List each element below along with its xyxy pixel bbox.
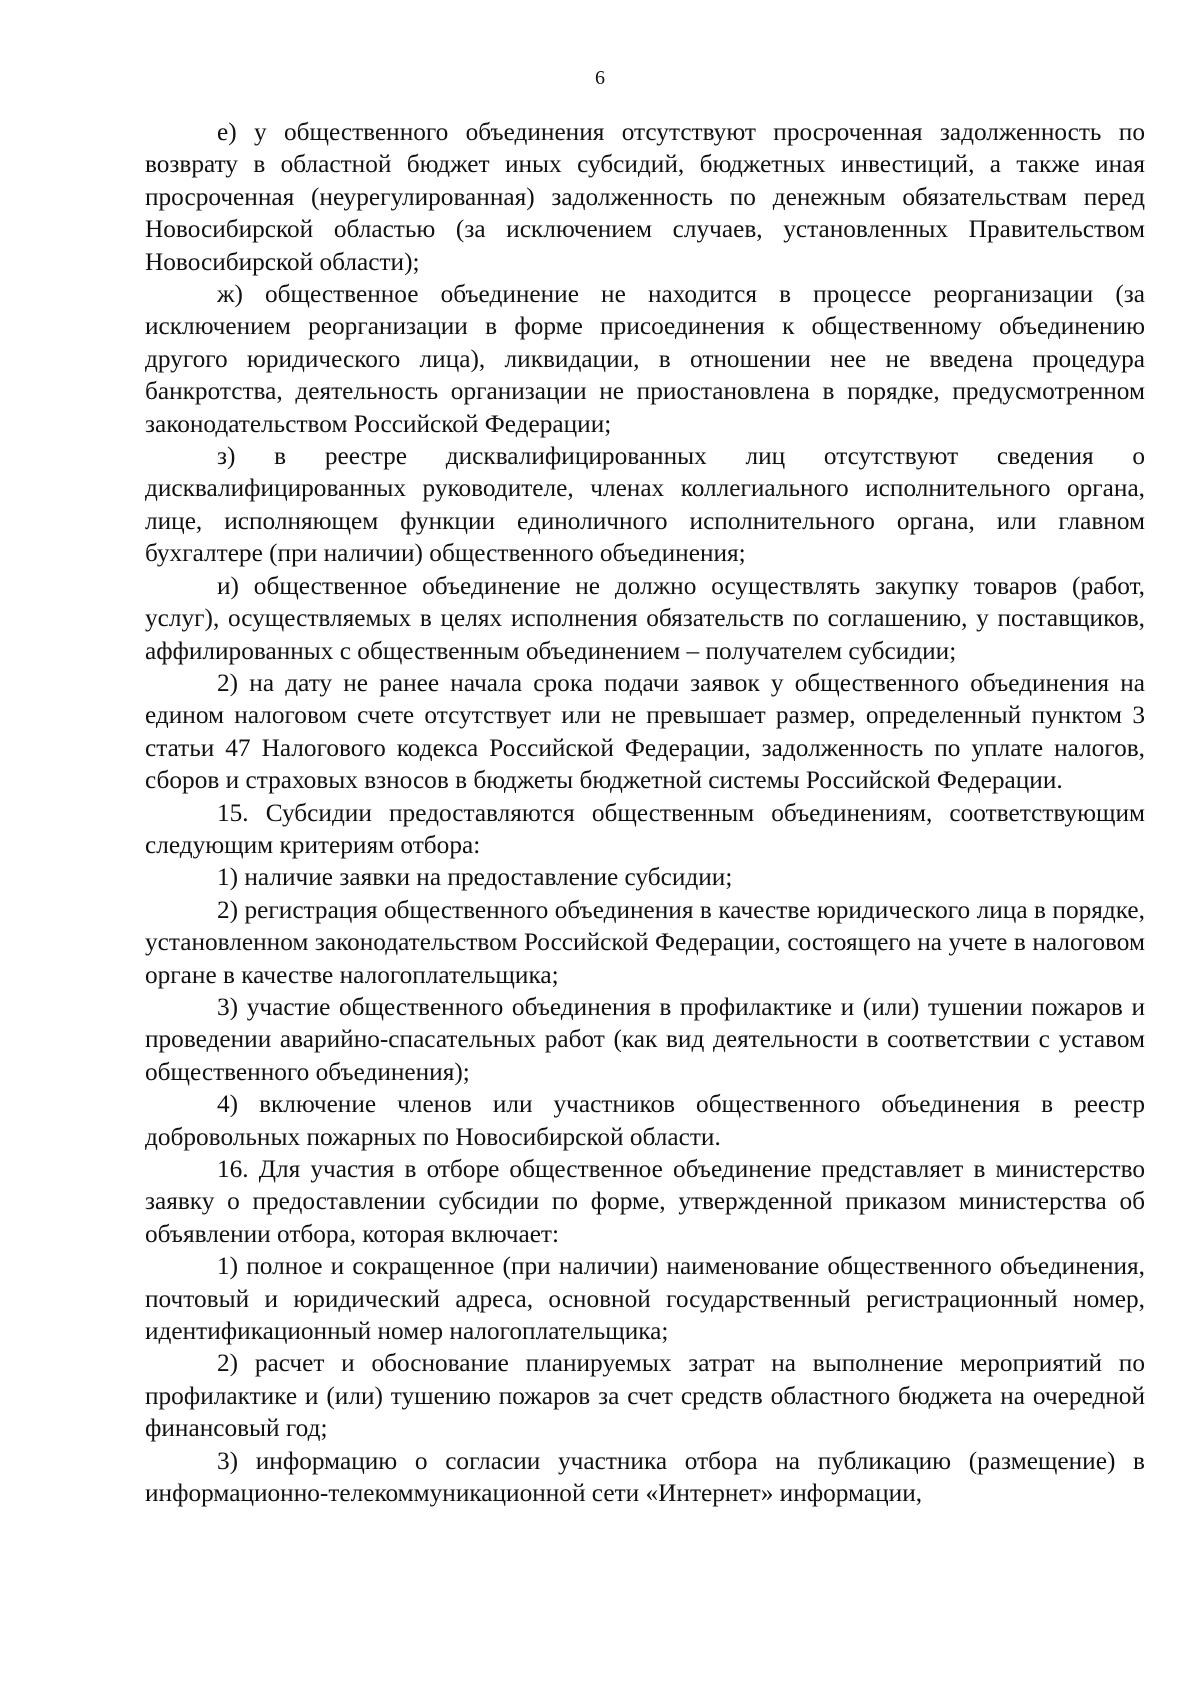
paragraph-16-1: 1) полное и сокращенное (при наличии) наименование общественного объединения, почтовый и юридический адреса, основной государственный регистрационный номер, идентификационный номер налогоплательщика; [145, 1252, 1145, 1346]
paragraph-16-3: 3) информацию о согласии участника отбора на публикацию (размещение) в информационно-телекоммуникационной сети «Интернет» информации, [145, 1446, 1145, 1508]
paragraph-15-1: 1) наличие заявки на предоставление субсидии; [217, 863, 733, 892]
paragraph-15: 15. Субсидии предоставляются общественным объединениям, соответствующим следующим критериям отбора: [145, 798, 1145, 859]
paragraph-zh: ж) общественное объединение не находится в процессе реорганизации (за исключением реорганизации в форме присоединения к общественному объединению другого юридического лица), ликвидации, в отношении нее не введена процедура банкротства, деятельность организации не приостановлена в порядке, предусмотренном законодательством Российской Федерации; [145, 280, 1145, 438]
document-body [145, 116, 1145, 1509]
paragraph-16-2: 2) расчет и обоснование планируемых затрат на выполнение мероприятий по профилактике и (или) тушению пожаров за счет средств областного бюджета на очередной финансовый год; [145, 1349, 1145, 1443]
paragraph-2-tax: 2) на дату не ранее начала срока подачи заявок у общественного объединения на едином налоговом счете отсутствует или не превышает размер, определенный пунктом 3 статьи 47 Налогового кодекса Российской Федерации, задолженность по уплате налогов, сборов и страховых взносов в бюджеты бюджетной системы Российской Федерации. [145, 668, 1145, 795]
paragraph-e: е) у общественного объединения отсутствуют просроченная задолженность по возврату в областной бюджет иных субсидий, бюджетных инвестиций, а также иная просроченная (неурегулированная) задолженность по денежным обязательствам перед Новосибирской областью (за исключением случаев, установленных Правительством Новосибирской области); [145, 118, 1145, 276]
paragraph-z: з) в реестре дисквалифицированных лиц отсутствуют сведения о дисквалифицированных руководителе, членах коллегиального исполнительного органа, лице, исполняющем функции единоличного исполнительного органа, или главном бухгалтере (при наличии) общественного объединения; [145, 442, 1145, 568]
paragraph-15-2: 2) регистрация общественного объединения в качестве юридического лица в порядке, установленном законодательством Российской Федерации, состоящего на учете в налоговом органе в качестве налогоплательщика; [145, 895, 1145, 989]
page-number: 6 [595, 67, 605, 89]
paragraph-15-3: 3) участие общественного объединения в профилактике и (или) тушении пожаров и проведении аварийно-спасательных работ (как вид деятельности в соответствии с уставом общественного объединения); [145, 992, 1145, 1086]
paragraph-15-4: 4) включение членов или участников общественного объединения в реестр добровольных пожарных по Новосибирской области. [145, 1090, 1145, 1151]
paragraph-i: и) общественное объединение не должно осуществлять закупку товаров (работ, услуг), осуществляемых в целях исполнения обязательств по соглашению, у поставщиков, аффилированных с общественным объединением – получателем субсидии; [145, 571, 1145, 665]
paragraph-16: 16. Для участия в отборе общественное объединение представляет в министерство заявку о предоставлении субсидии по форме, утвержденной приказом министерства об объявлении отбора, которая включает: [145, 1155, 1145, 1248]
